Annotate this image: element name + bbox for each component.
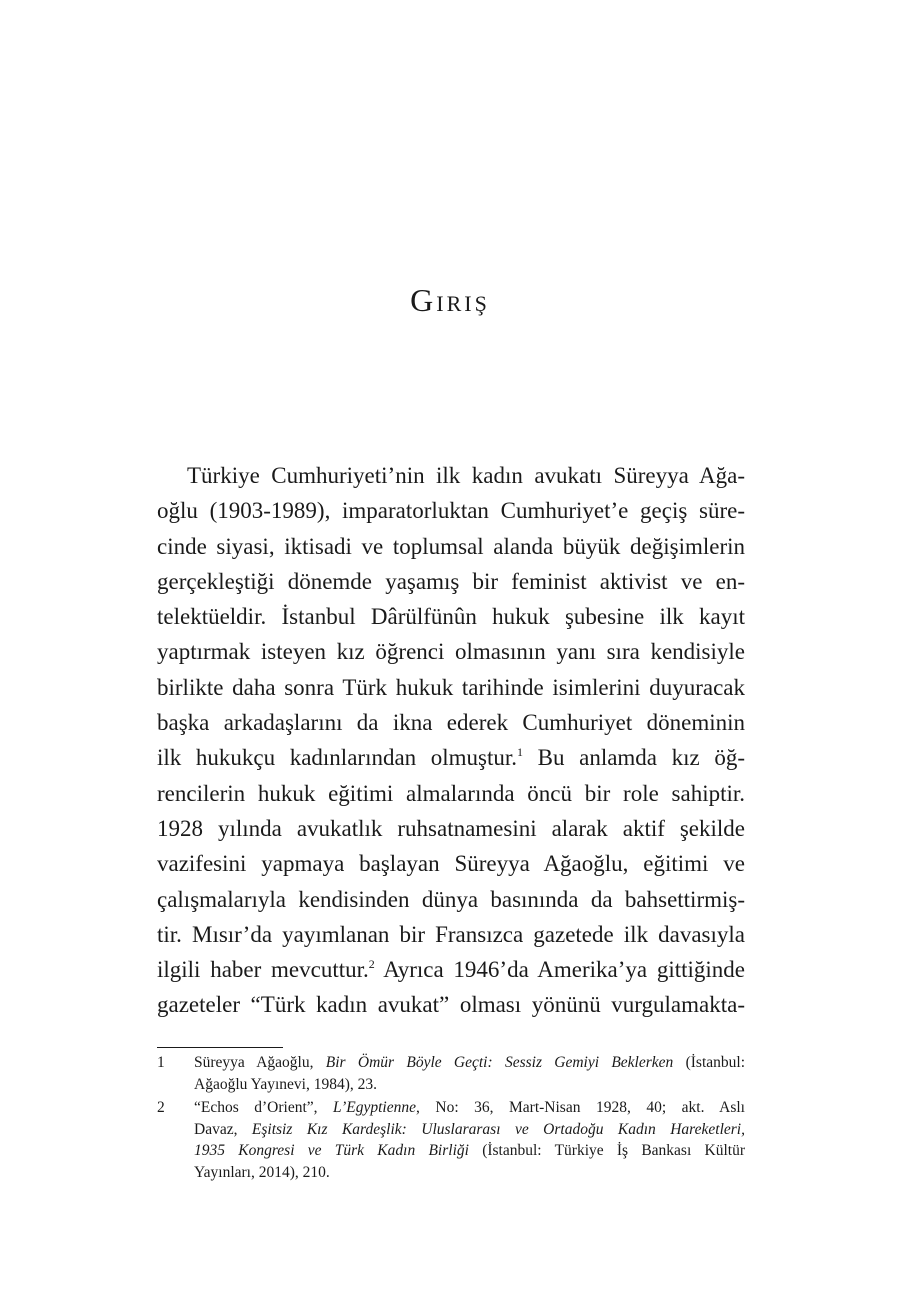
text-segment: , No: 36, Mart-Nisan 1928, 40; akt. Aslı bbox=[415, 1099, 745, 1116]
footnote-line: Yayınları, 2014), 210. bbox=[194, 1163, 330, 1181]
book-title: Bir Ömür Böyle Geçti: Sessiz Gemiyi Beklerken bbox=[325, 1054, 674, 1071]
journal-title: L’Egyptienne bbox=[333, 1099, 416, 1116]
text-line: yaptırmak isteyen kız öğrenci olmasının yanı sıra kendisiyle bbox=[157, 639, 745, 665]
text-line bbox=[157, 952, 745, 987]
footnote-number: 2 bbox=[157, 1099, 165, 1116]
footnote-text bbox=[194, 1097, 745, 1183]
footnote-divider bbox=[157, 1047, 283, 1048]
text-segment: Süreyya Ağaoğlu, bbox=[194, 1054, 326, 1071]
text-segment: “Echos d’Orient”, bbox=[194, 1099, 334, 1116]
footnote-line bbox=[194, 1052, 745, 1074]
footnote-line: Ağaoğlu Yayınevi, 1984), 23. bbox=[194, 1075, 377, 1093]
footnote-line bbox=[194, 1140, 745, 1162]
book-title: 1935 Kongresi ve Türk Kadın Birliği bbox=[194, 1142, 469, 1159]
footnote-line bbox=[194, 1119, 745, 1141]
text-segment: (İstanbul: Türkiye İş Bankası Kültür bbox=[468, 1142, 745, 1159]
footnote-ref[interactable]: 1 bbox=[517, 745, 524, 760]
footnotes bbox=[157, 1052, 745, 1185]
footnote-2 bbox=[157, 1097, 745, 1183]
text-line: Türkiye Cumhuriyeti’nin ilk kadın avukatı Süreyya Ağa- bbox=[187, 463, 745, 488]
footnote-text bbox=[194, 1052, 745, 1095]
text-line: 1928 yılında avukatlık ruhsatnamesini alarak aktif şekilde bbox=[157, 815, 745, 841]
text-line: gerçekleştiği dönemde yaşamış bir feminist aktivist ve en- bbox=[157, 568, 745, 594]
footnote-line bbox=[194, 1097, 745, 1119]
text-segment: Bu anlamda kız öğ- bbox=[523, 745, 745, 771]
text-line: başka arkadaşlarını da ikna ederek Cumhuriyet döneminin bbox=[157, 710, 745, 736]
text-line: çalışmalarıyla kendisinden dünya basınında da bahsettirmiş- bbox=[157, 886, 745, 912]
text-line: tir. Mısır’da yayımlanan bir Fransızca gazetede ilk davasıyla bbox=[157, 921, 745, 947]
footnote-ref[interactable]: 2 bbox=[368, 957, 375, 972]
chapter-heading: Giriş bbox=[410, 282, 490, 318]
text-line: telektüeldir. İstanbul Dârülfünûn hukuk şubesine ilk kayıt bbox=[157, 604, 745, 630]
text-line: vazifesini yapmaya başlayan Süreyya Ağaoğlu, eğitimi ve bbox=[157, 851, 745, 877]
footnote-1 bbox=[157, 1052, 745, 1095]
footnote-number: 1 bbox=[157, 1054, 165, 1071]
text-line: birlikte daha sonra Türk hukuk tarihinde isimlerini duyuracak bbox=[157, 674, 745, 700]
text-segment: ilgili haber mevcuttur. bbox=[157, 957, 369, 983]
text-line bbox=[157, 740, 745, 775]
text-line: oğlu (1903-1989), imparatorluktan Cumhuriyet’e geçiş süre- bbox=[157, 498, 745, 524]
text-segment: (İstanbul: bbox=[673, 1054, 745, 1071]
text-segment: Davaz, bbox=[194, 1120, 252, 1138]
text-line: rencilerin hukuk eğitimi almalarında öncü bir role sahiptir. bbox=[157, 780, 745, 806]
book-title: Eşitsiz Kız Kardeşlik: Uluslararası ve Ortadoğu Kadın Hareketleri, bbox=[251, 1120, 745, 1138]
body-paragraph bbox=[157, 458, 745, 1023]
text-line: cinde siyasi, iktisadi ve toplumsal alanda büyük değişimlerin bbox=[157, 533, 745, 559]
text-segment: ilk hukukçu kadınlarından olmuştur. bbox=[157, 745, 518, 771]
text-segment: Ayrıca 1946’da Amerika’ya gittiğinde bbox=[374, 957, 745, 983]
text-line: gazeteler “Türk kadın avukat” olması yönünü vurgulamakta- bbox=[157, 992, 745, 1018]
